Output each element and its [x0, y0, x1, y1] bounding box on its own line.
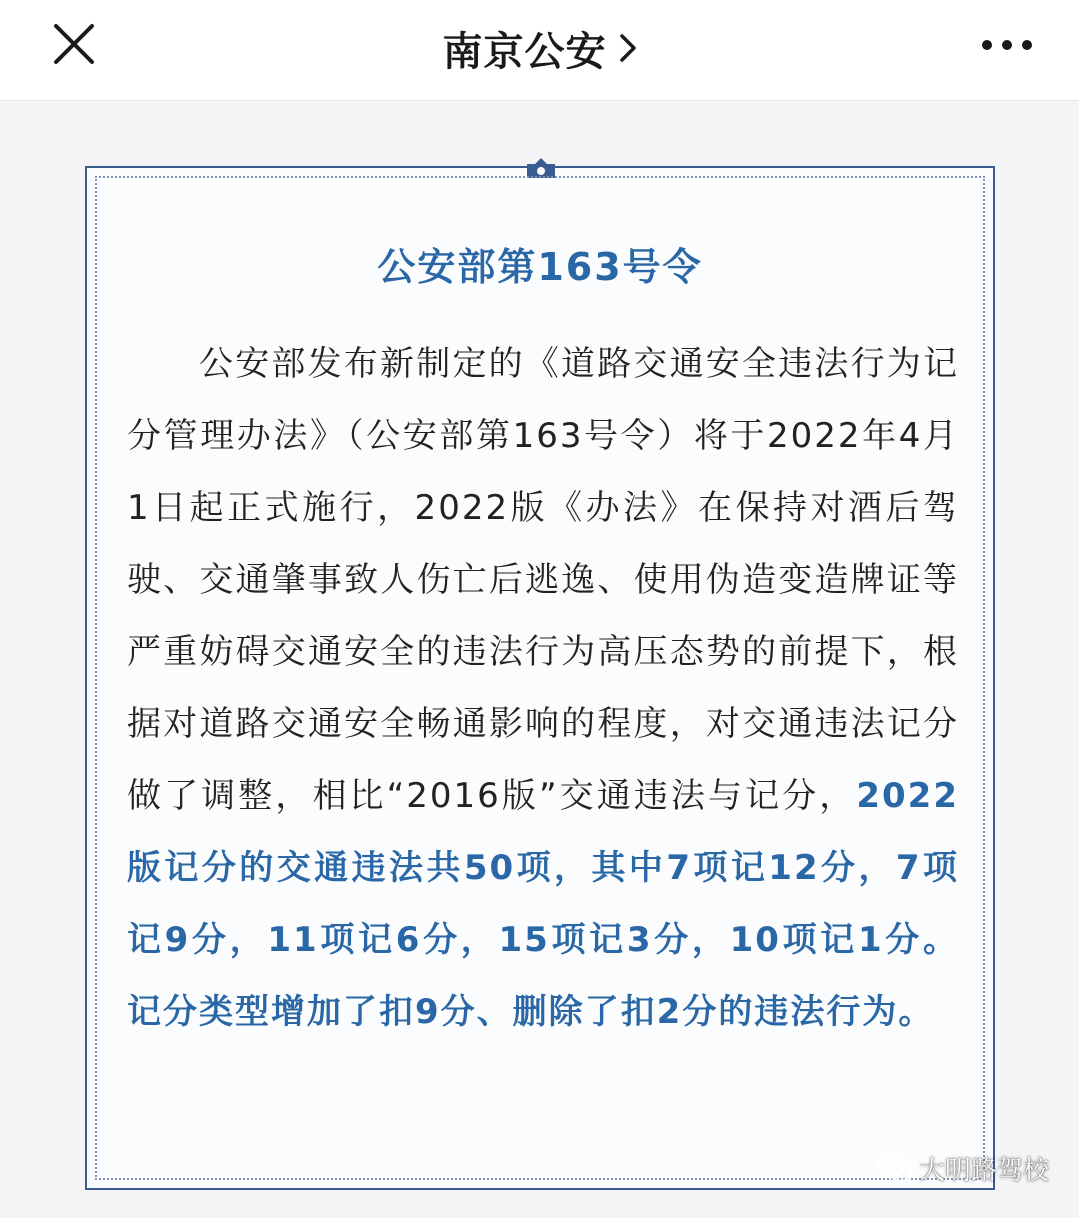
more-horizontal-icon[interactable]	[979, 34, 1035, 56]
close-icon[interactable]	[50, 20, 98, 68]
top-navigation-bar	[0, 0, 1079, 101]
wechat-icon	[877, 1154, 913, 1184]
article-card	[85, 166, 995, 1190]
paragraph-highlight-text: 2022版记分的交通违法共50项，其中7项记12分，7项记9分，11项记6分，15项记3分，10项记1分。记分类型增加了扣9分、删除了扣2分的违法行为。	[127, 776, 959, 1032]
article-paragraph	[127, 328, 959, 1048]
account-title-text: 南京公安	[442, 28, 607, 75]
watermark-text: 大明路驾校	[918, 1156, 1049, 1186]
chevron-right-icon	[619, 33, 637, 63]
article-heading: 公安部第163号令	[377, 245, 703, 289]
paragraph-normal-text: 公安部发布新制定的《道路交通安全违法行为记分管理办法》（公安部第163号令）将于2022年4月1日起正式施行，2022版《办法》在保持对酒后驾驶、交通肇事致人伤亡后逃逸、使用伪造变造牌证等严重妨碍交通安全的违法行为高压态势的前提下，根据对道路交通安全畅通影响的程度，对交通违法记分做了调整，相比“2016版”交通违法与记分，	[127, 344, 959, 816]
watermark	[877, 1150, 1049, 1187]
account-title[interactable]	[443, 20, 637, 77]
